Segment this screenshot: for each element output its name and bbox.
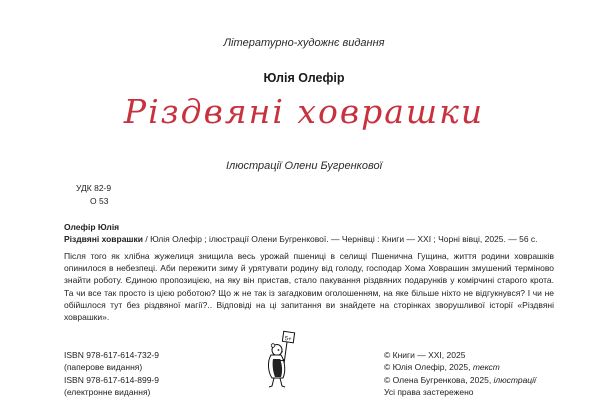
edition-type: Літературно-художнє видання: [223, 37, 385, 49]
illustrations-credit: Ілюстрації Олени Бугренкової: [225, 160, 383, 172]
isbn-block: [64, 349, 159, 398]
bibliography-details: / Юлія Олефір ; ілюстрації Олени Бугренкової. — Чернівці : Книги — ХХІ ; Чорні вівці, 2025. — 56 с.: [143, 234, 538, 244]
copyright-author-main: © Юлія Олефір, 2025,: [384, 362, 473, 373]
copyright-author-role: текст: [472, 362, 500, 373]
copyright-block: [384, 349, 536, 398]
book-title: Різдвяні ховрашки: [123, 92, 485, 131]
gopher-with-sign-illustration: [262, 328, 302, 390]
bibliography-title: Різдвяні ховрашки: [64, 234, 143, 244]
copyright-publisher: © Книги — ХХІ, 2025: [384, 350, 466, 360]
isbn-print-note: (паперове видання): [64, 362, 143, 373]
copyright-illustrator-main: © Олена Бугренкова, 2025,: [384, 374, 494, 385]
copyright-illustrator: [384, 374, 536, 386]
copyright-illustrator-role: ілюстрації: [493, 374, 536, 385]
copyright-author: [384, 361, 536, 373]
isbn-electronic-note: (електронне видання): [64, 386, 151, 397]
udk-code: УДК 82-9: [76, 183, 112, 193]
rights-reserved: Усі права застережено: [384, 386, 474, 397]
isbn-print: ISBN 978-617-614-732-9: [64, 350, 159, 360]
svg-text:5+: 5+: [284, 336, 292, 343]
author-name: Юлія Олефір: [263, 71, 345, 85]
bibliography-entry: [64, 233, 554, 245]
isbn-electronic: ISBN 978-617-614-899-9: [64, 374, 159, 385]
annotation-text: Після того як хлібна жужелиця знищила весь урожай пшениці в селищі Пшенична Гущина, життя родини ховрашків опинилося в небезпеці. Аби пережити зиму й урятувати родину від голоду, господар Хома Ховрашин змушений терміново знайти роботу. Єдиною пропозицією, на яку він пристав, стало пакування різдвяних подарунків у комірчині старого крота. Та чи все так просто із цією роботою? Що ж не так із загадковим оголошенням, на яке більше ніхто не відгукнувся? І чи не обійшлося тут без різдвяної магії?.. Відповіді на ці запитання ви знайдете на сторінках зворушливої історії «Різдвяні ховрашки».: [64, 251, 554, 323]
author-code: О 53: [90, 196, 109, 206]
bibliography-author: Олефір Юлія: [64, 222, 120, 232]
